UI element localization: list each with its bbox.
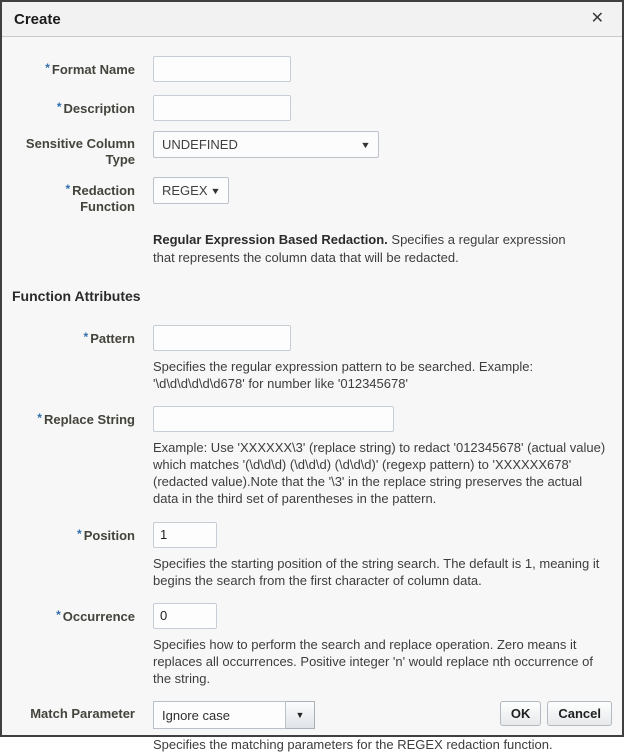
- pattern-help: Specifies the regular expression pattern to be searched. Example: '\d\d\d\d\d\d678' for number like '012345678': [153, 358, 534, 391]
- ok-button[interactable]: OK: [500, 701, 542, 726]
- occurrence-input[interactable]: [153, 603, 217, 629]
- position-row: [12, 522, 612, 589]
- description-input[interactable]: [153, 95, 291, 121]
- redaction-function-label: * Redaction Function: [65, 182, 135, 214]
- description-row: [12, 95, 612, 121]
- dialog-content: [2, 37, 622, 754]
- chevron-down-icon: ▼: [295, 710, 305, 721]
- sensitive-column-type-row: [12, 131, 612, 167]
- position-label: * Position: [77, 526, 135, 543]
- chevron-down-icon: ▼: [360, 139, 371, 150]
- chevron-down-icon: ▼: [210, 185, 221, 196]
- position-help: Specifies the starting position of the string search. The default is 1, meaning it begins the search from the first character of column data.: [153, 555, 600, 588]
- sensitive-column-type-select[interactable]: [153, 131, 379, 158]
- replace-string-help: Example: Use 'XXXXXX\3' (replace string) to redact '012345678' (actual value) which matches '(\d\d\d) (\d\d\d) (\d\d\d)' (regexp pattern) to 'XXXXXX678' (redacted value).Note that the '\3' in the replace string preserves the actual data in the third set of parentheses in the pattern.: [153, 440, 606, 507]
- redaction-function-select[interactable]: [153, 177, 229, 204]
- redaction-function-row: [12, 177, 612, 214]
- position-input[interactable]: [153, 522, 217, 548]
- dialog-title: Create: [14, 10, 61, 28]
- match-parameter-help: Specifies the matching parameters for the REGEX redaction function.: [153, 737, 553, 753]
- required-marker: *: [56, 100, 62, 114]
- required-marker: *: [37, 411, 42, 425]
- replace-string-label: * Replace String: [37, 411, 135, 427]
- required-marker: *: [65, 182, 71, 197]
- redaction-function-description: Regular Expression Based Redaction. Specifies a regular expression that represents the column data that will be redacted.: [153, 232, 566, 265]
- format-name-row: [12, 56, 612, 82]
- replace-string-row: [12, 406, 612, 508]
- cancel-button[interactable]: Cancel: [547, 701, 612, 726]
- required-marker: *: [83, 329, 89, 344]
- occurrence-row: [12, 603, 612, 687]
- pattern-row: [12, 325, 612, 392]
- redaction-function-value: REGEX: [162, 183, 208, 199]
- match-parameter-dropdown-button[interactable]: [286, 701, 315, 729]
- match-parameter-value[interactable]: Ignore case: [153, 701, 286, 729]
- required-marker: *: [56, 607, 61, 622]
- sensitive-column-type-value: UNDEFINED: [162, 137, 238, 152]
- sensitive-column-type-label: Sensitive Column Type: [25, 136, 135, 167]
- occurrence-label: * Occurrence: [56, 607, 135, 624]
- description-label: * Description: [56, 100, 135, 116]
- close-icon[interactable]: ✕: [590, 10, 604, 27]
- pattern-label: * Pattern: [83, 329, 135, 346]
- required-marker: *: [77, 526, 82, 541]
- match-parameter-label: Match Parameter: [30, 706, 135, 722]
- replace-string-input[interactable]: [153, 406, 394, 432]
- pattern-input[interactable]: [153, 325, 291, 351]
- required-marker: *: [45, 61, 50, 75]
- dialog-footer: [500, 701, 612, 726]
- dialog-titlebar: [2, 2, 622, 37]
- format-name-input[interactable]: [153, 56, 291, 82]
- redaction-function-description-bold: Regular Expression Based Redaction.: [153, 232, 388, 248]
- format-name-label: * Format Name: [45, 61, 135, 77]
- occurrence-help: Specifies how to perform the search and replace operation. Zero means it replaces all occurrences. Positive integer 'n' would replace nth occurrence of the string.: [153, 636, 593, 687]
- function-attributes-heading: Function Attributes: [12, 287, 141, 304]
